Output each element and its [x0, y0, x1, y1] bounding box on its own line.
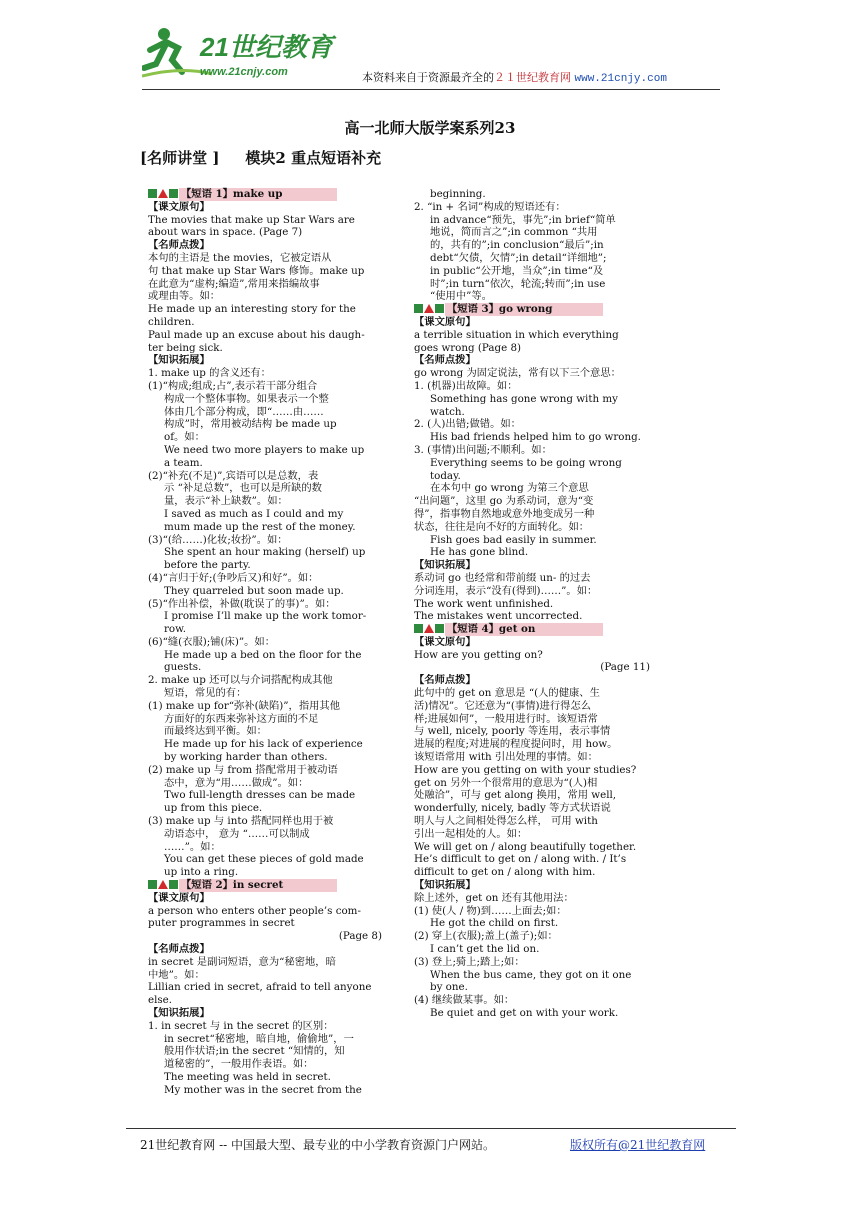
text-line: 除上述外，get on 还有其他用法： — [414, 891, 574, 904]
text-line: 明人与人之间相处得怎么样， 可用 with — [414, 815, 598, 828]
section-title: 模块2 重点短语补充 — [245, 149, 382, 167]
text-line: He made up an interesting story for the — [148, 303, 356, 316]
text-line: watch. — [430, 405, 465, 418]
text-line: 道秘密的”，一般用作表语。如： — [164, 1058, 314, 1071]
text-line: ter being sick. — [148, 341, 223, 354]
green-square-icon — [435, 304, 444, 313]
green-square-icon — [414, 304, 423, 313]
text-line: The work went unfinished. — [414, 597, 554, 610]
text-line: He got the child on first. — [430, 917, 559, 930]
text-line: wonderfully, nicely, badly 等方式状语说 — [414, 802, 611, 815]
text-line: 1. make up 的含义还有： — [148, 367, 271, 380]
text-line: 在此意为“虚构;编造”,常用来指编故事 — [148, 277, 320, 290]
green-square-icon — [414, 624, 423, 633]
page-header — [0, 0, 860, 100]
text-line: 3. (事情)出问题;不顺利。如： — [414, 443, 552, 456]
text-line: up into a ring. — [164, 866, 239, 879]
text-line: 活)情况”。它还意为“(事情)进行得怎么 — [414, 699, 592, 712]
text-line: Something has gone wrong with my — [430, 392, 618, 405]
text-line: (3) make up 与 into 搭配同样也用于被 — [148, 815, 334, 828]
text-line: 与 well, nicely, poorly 等连用，表示事情 — [414, 725, 611, 738]
text-line: (5)“作出补偿，补做(耽误了的事)”。如： — [148, 597, 336, 610]
text-line: He made up for his lack of experience — [164, 738, 363, 751]
text-line: We will get on / along beautifully together. — [414, 840, 637, 853]
text-line: 得”，指事物自然地或意外地变成另一种 — [414, 507, 595, 520]
text-line: 构成”时，常用被动结构 be made up — [164, 418, 337, 431]
text-line: mum made up the rest of the money. — [164, 520, 356, 533]
red-triangle-icon — [158, 880, 168, 889]
text-line: puter programmes in secret — [148, 917, 295, 930]
text-line: up from this piece. — [164, 802, 263, 815]
text-line: She spent an hour making (herself) up — [164, 546, 366, 559]
copyright-link[interactable]: 版权所有@21世纪教育网 — [570, 1138, 706, 1152]
text-line: beginning. — [430, 188, 486, 200]
subsection-label: 【名师点拨】 — [148, 943, 210, 956]
section-tag: [名师讲堂 ] — [140, 149, 220, 167]
text-line: about wars in space. (Page 7) — [148, 226, 303, 239]
text-line: 的，共有的”;in conclusion“最后”;in — [430, 239, 604, 252]
text-line: goes wrong (Page 8) — [414, 341, 522, 354]
section-heading — [140, 147, 407, 168]
text-line: 此句中的 get on 意思是 “(人的健康、生 — [414, 687, 600, 700]
text-line: a team. — [164, 456, 203, 469]
text-line: Lillian cried in secret, afraid to tell anyone — [148, 981, 372, 994]
text-line: (2)“补充(不足)”,宾语可以是总数，表 — [148, 469, 319, 482]
phrase-heading-label: 【短语 2】in secret — [179, 879, 337, 892]
text-line: 状态，往往是向不好的方面转化。如： — [414, 520, 590, 533]
right-column — [414, 188, 650, 1020]
text-line: 样;进展如何”，一般用进行时。该短语常 — [414, 712, 598, 725]
text-line: He’s difficult to get on / along with. / It’s — [414, 853, 627, 866]
text-line: 2. (人)出错;做错。如： — [414, 418, 521, 431]
text-line: a terrible situation in which everything — [414, 328, 619, 341]
header-divider — [142, 89, 720, 90]
header-source-note — [362, 69, 667, 85]
text-line: 在本句中 go wrong 为第三个意思 — [430, 482, 589, 495]
text-line: (2) make up 与 from 搭配常用于被动语 — [148, 763, 338, 776]
green-square-icon — [435, 624, 444, 633]
text-line: 或理由等。如： — [148, 290, 221, 303]
text-line: 中地”。如： — [148, 968, 205, 981]
text-line: Be quiet and get on with your work. — [430, 1007, 619, 1019]
green-square-icon — [148, 880, 157, 889]
text-line: You can get these pieces of gold made — [164, 853, 364, 866]
text-line: 时”;in turn“依次，轮流;转而”;in use — [430, 277, 606, 290]
text-line: 1. (机器)出故障。如： — [414, 379, 518, 392]
text-line: in advance“预先，事先”;in brief“简单 — [430, 213, 616, 226]
text-line: 态中，意为“用……做成”。如： — [164, 776, 309, 789]
text-line: 系动词 go 也经常和带前缀 un- 的过去 — [414, 571, 591, 584]
text-line: 体由几个部分构成，即“……由…… — [164, 405, 324, 418]
red-triangle-icon — [158, 189, 168, 198]
footer-text: 21世纪教育网 -- 中国最大型、最专业的中小学教育资源门户网站。 — [140, 1138, 496, 1152]
green-square-icon — [148, 189, 157, 198]
text-line: “出问题”，这里 go 为系动词，意为“变 — [414, 495, 594, 508]
text-line: 2. “in + 名词”构成的短语还有： — [414, 200, 566, 213]
text-line: (6)“缝(衣服);铺(床)”。如： — [148, 635, 276, 648]
text-line: in secret“秘密地，暗自地，偷偷地”，一 — [164, 1032, 354, 1045]
phrase-heading-bar — [148, 879, 382, 892]
text-line: Fish goes bad easily in summer. — [430, 533, 597, 546]
text-line: 本句的主语是 the movies，它被定语从 — [148, 251, 332, 264]
subsection-label: 【课文原句】 — [414, 315, 476, 328]
text-line: debt“欠债，欠情”;in detail“详细地”; — [430, 251, 607, 264]
text-line: (1)“构成;组成;占”,表示若干部分组合 — [148, 379, 318, 392]
text-line: row. — [164, 623, 186, 636]
subsection-label: 【课文原句】 — [148, 200, 210, 213]
subsection-label: 【知识拓展】 — [414, 879, 476, 892]
subsection-label: 【课文原句】 — [148, 891, 210, 904]
phrase-heading-bar — [414, 303, 650, 316]
text-line: 进展的程度;对进展的程度提问时，用 how。 — [414, 738, 618, 751]
text-line: 该短语常用 with 引出处理的事情。如： — [414, 751, 598, 764]
phrase-heading-label: 【短语 1】make up — [179, 188, 337, 201]
site-logo — [142, 20, 342, 90]
text-line: The movies that make up Star Wars are — [148, 213, 355, 226]
text-line: go wrong 为固定说法，常有以下三个意思： — [414, 367, 621, 380]
text-line: (3)“(给……)化妆;妆扮”。如： — [148, 533, 288, 546]
text-line: The meeting was held in secret. — [164, 1070, 331, 1083]
text-line: I can’t get the lid on. — [430, 943, 540, 956]
text-line: (Page 8) — [338, 930, 382, 943]
text-line: get on 另外一个很常用的意思为“(人)相 — [414, 776, 598, 789]
svg-text:21世纪教育: 21世纪教育 — [200, 32, 333, 62]
text-line: 地说，简而言之”;in common “共用 — [430, 226, 598, 239]
text-line: (2) 穿上(衣服);盖上(盖子);如： — [414, 930, 558, 943]
text-line: 引出一起相处的人。如： — [414, 827, 528, 840]
subsection-label: 【名师点拨】 — [414, 674, 476, 687]
text-line: (1) 使(人 / 物)到……上面去;如： — [414, 904, 567, 917]
text-line: (1) make up for“弥补(缺陷)”，指用其他 — [148, 699, 341, 712]
text-line: 1. in secret 与 in the secret 的区别： — [148, 1019, 334, 1032]
red-triangle-icon — [424, 304, 434, 313]
phrase-heading-label: 【短语 4】get on — [445, 623, 603, 636]
text-line: When the bus came, they got on it one — [430, 968, 632, 981]
text-line: How are you getting on? — [414, 648, 543, 661]
text-line: 句 that make up Star Wars 修饰。make up — [148, 264, 365, 277]
phrase-heading-bar — [414, 623, 650, 636]
subsection-label: 【知识拓展】 — [148, 354, 210, 367]
text-line: “使用中”等。 — [430, 290, 493, 303]
text-line: a person who enters other people’s com- — [148, 904, 361, 917]
text-line: (3) 登上;骑上;踏上;如： — [414, 955, 525, 968]
subsection-label: 【名师点拨】 — [148, 239, 210, 252]
svg-text:www.21cnjy.com: www.21cnjy.com — [200, 66, 288, 78]
text-line: 分词连用，表示“没有(得到)……”。如： — [414, 584, 598, 597]
text-line: The mistakes went uncorrected. — [414, 610, 583, 623]
text-line: 般用作状语;in the secret “知情的，知 — [164, 1045, 345, 1058]
text-line: He has gone blind. — [430, 546, 529, 559]
text-line: of。如： — [164, 431, 205, 444]
phrase-heading-label: 【短语 3】go wrong — [445, 303, 603, 316]
footer-divider — [126, 1128, 736, 1129]
text-line: 动语态中， 意为 “……可以制成 — [164, 827, 310, 840]
green-square-icon — [169, 880, 178, 889]
text-line: else. — [148, 994, 173, 1007]
text-line: Everything seems to be going wrong — [430, 456, 622, 469]
text-line: guests. — [164, 661, 202, 674]
document-title: 高一北师大版学案系列23 — [344, 119, 516, 137]
text-line: Two full-length dresses can be made — [164, 789, 356, 802]
text-line: I saved as much as I could and my — [164, 507, 344, 520]
text-line: by one. — [430, 981, 468, 994]
text-line: difficult to get on / along with him. — [414, 866, 596, 879]
text-line: (4) 继续做某事。如： — [414, 994, 515, 1007]
text-line: (4)“言归于好;(争吵后又)和好”。如： — [148, 571, 319, 584]
text-line: in secret 是副词短语，意为“秘密地，暗 — [148, 955, 336, 968]
green-square-icon — [169, 189, 178, 198]
red-triangle-icon — [424, 624, 434, 633]
text-line: before the party. — [164, 559, 251, 572]
subsection-label: 【名师点拨】 — [414, 354, 476, 367]
text-line: We need two more players to make up — [164, 443, 365, 456]
text-line: 方面好的东西来弥补这方面的不足 — [164, 712, 319, 725]
text-line: in public“公开地，当众”;in time“及 — [430, 264, 604, 277]
subsection-label: 【知识拓展】 — [148, 1007, 210, 1019]
text-line: His bad friends helped him to go wrong. — [430, 431, 641, 444]
text-line: 构成一个整体事物。如果表示一个整 — [164, 392, 329, 405]
text-line: 示 “补足总数”，也可以是所缺的数 — [164, 482, 322, 495]
text-line: ……”。如： — [164, 840, 221, 853]
note-url-link[interactable]: www.21cnjy.com — [574, 73, 667, 85]
text-line: 短语，常见的有： — [164, 687, 247, 700]
note-site[interactable]: ２１世纪教育网 — [494, 71, 571, 84]
text-line: They quarreled but soon made up. — [164, 584, 344, 597]
note-prefix: 本资料来自于资源最齐全的 — [362, 71, 494, 84]
text-line: He made up a bed on the floor for the — [164, 648, 362, 661]
phrase-heading-bar — [148, 188, 382, 201]
text-line: I promise I’ll make up the work tomor- — [164, 610, 367, 623]
text-line: 2. make up 还可以与介词搭配构成其他 — [148, 674, 333, 687]
text-line: today. — [430, 469, 461, 482]
text-line: 处融洽”，可与 get along 换用，常用 well, — [414, 789, 617, 802]
text-line: My mother was in the secret from the — [164, 1083, 362, 1096]
text-line: by working harder than others. — [164, 751, 328, 764]
text-line: How are you getting on with your studies? — [414, 763, 637, 776]
text-line: children. — [148, 315, 195, 328]
text-line: 量，表示“补上缺数”。如： — [164, 495, 288, 508]
left-column — [148, 188, 382, 1097]
text-line: (Page 11) — [600, 661, 650, 674]
subsection-label: 【知识拓展】 — [414, 559, 476, 572]
text-line: 而最终达到平衡。如： — [164, 725, 267, 738]
text-line: Paul made up an excuse about his daugh- — [148, 328, 365, 341]
subsection-label: 【课文原句】 — [414, 635, 476, 648]
